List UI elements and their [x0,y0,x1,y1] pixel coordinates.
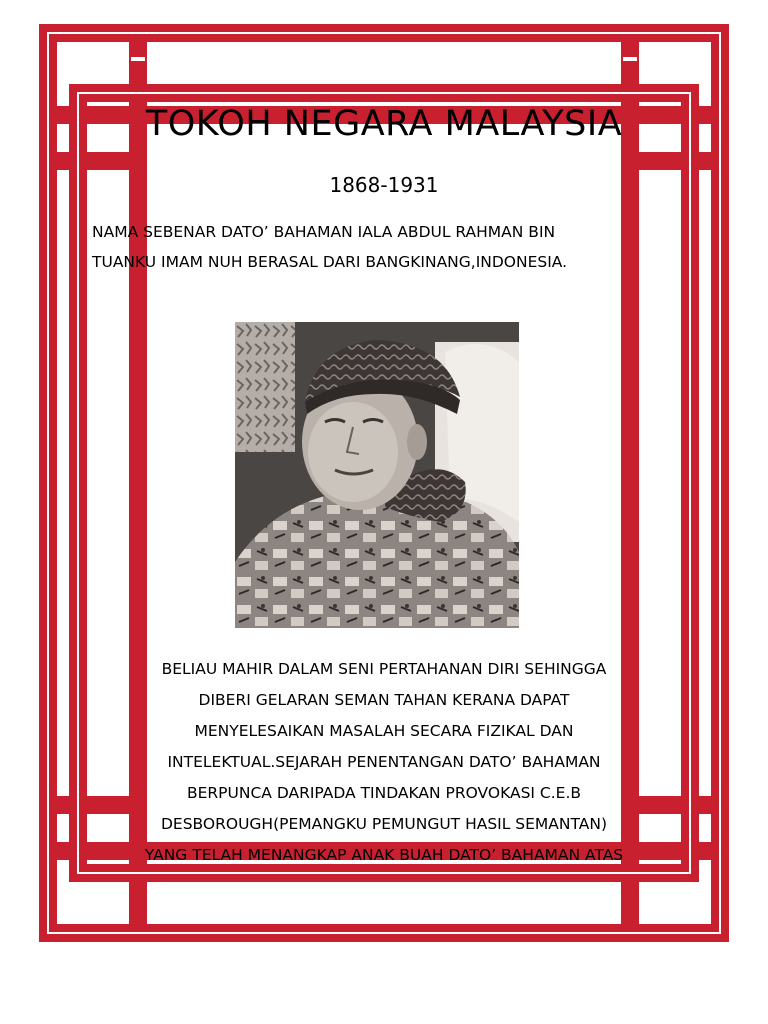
years-subtitle: 1868-1931 [329,173,439,197]
body-line: BERPUNCA DARIPADA TINDAKAN PROVOKASI C.E.B [186,784,582,802]
intro-line: NAMA SEBENAR DATO’ BAHAMAN IALA ABDUL RAHMAN BIN [92,223,556,241]
body-line: BELIAU MAHIR DALAM SENI PERTAHANAN DIRI SEHINGGA [161,660,607,678]
portrait-photo [235,322,519,628]
page-title: TOKOH NEGARA MALAYSIA [145,104,623,144]
body-line: YANG TELAH MENANGKAP ANAK BUAH DATO’ BAHAMAN ATAS [144,846,624,864]
body-line: MENYELESAIKAN MASALAH SECARA FIZIKAL DAN [194,722,574,740]
portrait-image [235,322,519,628]
body-line: DIBERI GELARAN SEMAN TAHAN KERANA DAPAT [198,691,570,709]
intro-paragraph [92,217,692,277]
body-line: INTELEKTUAL.SEJARAH PENENTANGAN DATO’ BAHAMAN [167,753,601,771]
body-paragraph [60,654,708,871]
body-line: DESBOROUGH(PEMANGKU PEMUNGUT HASIL SEMANTAN) [160,815,608,833]
intro-line: TUANKU IMAM NUH BERASAL DARI BANGKINANG,INDONESIA. [92,253,568,271]
